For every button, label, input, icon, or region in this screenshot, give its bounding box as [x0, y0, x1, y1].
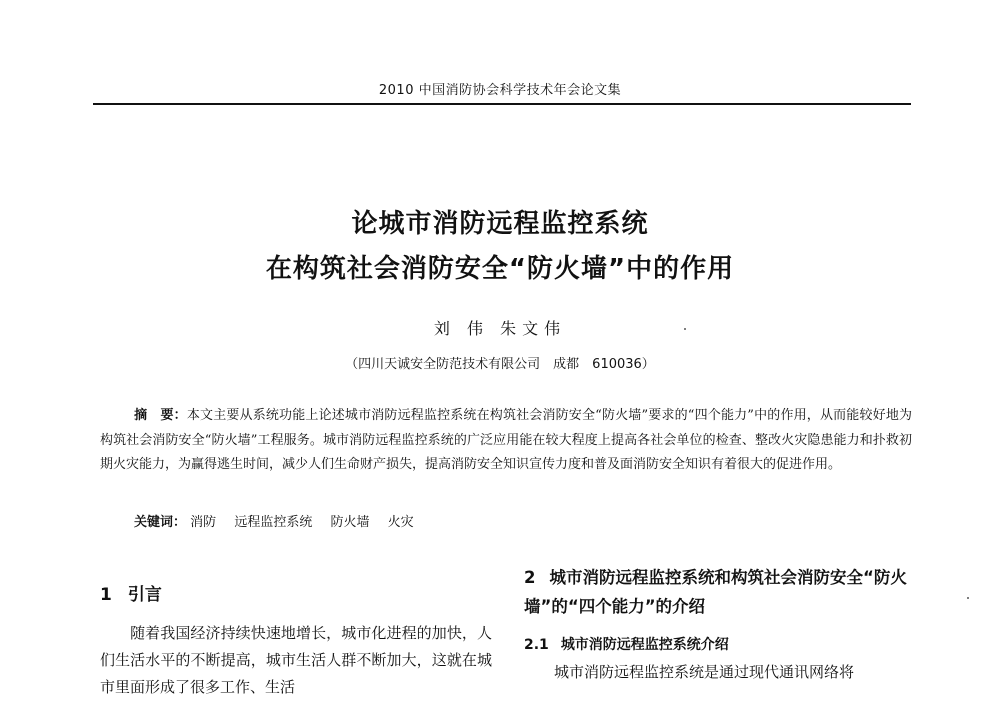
abstract [100, 404, 912, 478]
section-1-number: 1 [100, 585, 112, 605]
section-1-heading [100, 580, 162, 605]
header-rule [93, 103, 911, 105]
keyword: 火灾 [387, 515, 414, 530]
subsection-2-1-title: 城市消防远程监控系统介绍 [560, 637, 729, 653]
abstract-label: 摘 要： [134, 408, 187, 423]
subsection-2-1-heading [524, 634, 729, 654]
keyword: 防火墙 [330, 515, 370, 530]
authors: 刘 伟 朱文伟 [433, 319, 567, 338]
scan-speck [967, 597, 969, 599]
section-2-number: 2 [524, 568, 536, 587]
keyword: 远程监控系统 [234, 515, 313, 530]
section-2-title: 城市消防远程监控系统和构筑社会消防安全“防火墙”的“四个能力”的介绍 [524, 568, 907, 616]
keywords [134, 511, 834, 530]
section-1-body [100, 620, 492, 701]
section-2-heading [524, 563, 914, 621]
section-1-title: 引言 [127, 585, 162, 605]
scan-speck [684, 328, 686, 330]
subsection-2-1-body [524, 659, 914, 686]
affiliation: （四川天诚安全防范技术有限公司 成都 610036） [345, 357, 655, 372]
running-header: 2010 中国消防协会科学技术年会论文集 [378, 83, 622, 98]
subsection-2-1-number: 2.1 [524, 637, 549, 653]
subsection-2-1-text: 城市消防远程监控系统是通过现代通讯网络将 [554, 663, 855, 681]
abstract-text: 本文主要从系统功能上论述城市消防远程监控系统在构筑社会消防安全“防火墙”要求的“四个能力”中的作用，从而能较好地为构筑社会消防安全“防火墙”工程服务。城市消防远程监控系统的广泛应用能在较大程度上提高各社会单位的检查、整改火灾隐患能力和扑救初期火灾能力，为赢得逃生时间，减少人们生命财产损失，提高消防安全知识宣传力度和普及面消防安全知识有着很大的促进作用。 [100, 408, 912, 472]
paper-title-line-2: 在构筑社会消防安全“防火墙”中的作用 [265, 254, 735, 284]
section-1-text: 随着我国经济持续快速地增长，城市化进程的加快，人们生活水平的不断提高，城市生活人群不断加大，这就在城市里面形成了很多工作、生活 [100, 624, 492, 696]
keyword: 消防 [190, 515, 217, 530]
paper-title-line-1: 论城市消防远程监控系统 [351, 209, 649, 239]
keywords-label: 关键词： [134, 515, 187, 530]
